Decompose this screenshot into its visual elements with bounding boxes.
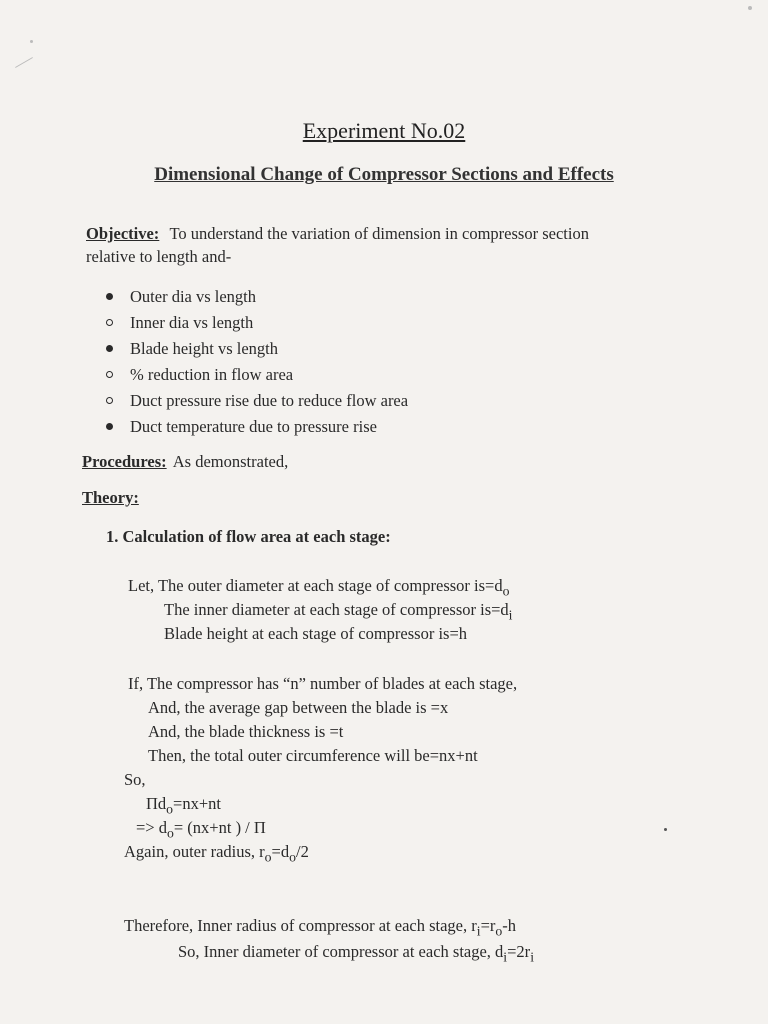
eq-part: =nx+nt [173,794,221,813]
if-line-4: Then, the total outer circumference will be=nx+nt [148,746,478,765]
bullet-dot [106,293,113,300]
if-line-3: And, the blade thickness is =t [148,722,344,741]
list-item [104,388,408,414]
if-line-1: If, The compressor has “n” number of blades at each stage, [128,674,518,693]
scan-mark [30,40,33,43]
eq-part: =d [271,842,290,861]
eq-part: = (nx+nt ) / Π [173,818,266,837]
list-item [104,336,408,362]
eq-part: Therefore, Inner radius of compressor at each stage, r [124,916,477,935]
equation-1 [146,794,221,817]
if-line-2: And, the average gap between the blade is =x [148,698,449,717]
subscript: o [264,849,272,865]
bullet-text: Duct temperature due to pressure rise [130,417,377,436]
eq-part: /2 [295,842,309,861]
subscript: i [530,949,535,965]
bullet-text: Duct pressure rise due to reduce flow area [130,391,409,410]
subscript: o [166,801,174,817]
document-subtitle: Dimensional Change of Compressor Sections and Effects [154,164,614,185]
list-item [104,310,408,336]
eq-part: -h [502,916,517,935]
scan-mark [748,6,752,10]
objective-line-2: relative to length and- [86,247,232,266]
section-1-heading: 1. Calculation of flow area at each stage: [106,527,391,546]
let-text-2: The inner diameter at each stage of compressor is=d [164,600,509,619]
bullet-text: Outer dia vs length [130,287,257,306]
scan-mark [664,828,667,831]
subscript: i [508,607,513,623]
list-item [104,284,408,310]
list-item [104,362,408,388]
subscript: o [495,923,503,939]
procedures-line [82,452,288,472]
procedures-label: Procedures: [82,452,167,471]
objective-text-1: To understand the variation of dimension in compressor section [169,224,589,243]
let-line-1 [128,576,510,599]
objective-label: Objective: [86,224,160,243]
bullet-dot [106,319,113,326]
objective-line-1 [86,224,589,244]
therefore-line [124,916,516,939]
eq-part: =2r [507,942,531,961]
let-line-3: Blade height at each stage of compressor is=h [164,624,468,643]
subscript: i [476,923,481,939]
inner-diameter-line [178,942,534,965]
bullet-dot [106,345,113,352]
eq-part: Πd [146,794,167,813]
subscript: o [289,849,296,865]
document-title: Experiment No.02 [302,118,466,143]
bullet-dot [106,397,113,404]
again-line [124,842,309,865]
let-text-1: Let, The outer diameter at each stage of compressor is=d [128,576,503,595]
bullet-text: % reduction in flow area [130,365,294,384]
procedures-text: As demonstrated, [172,452,289,471]
subscript: o [167,825,174,841]
theory-label: Theory: [82,488,139,507]
bullet-dot [106,371,113,378]
list-item [104,414,408,440]
objective-bullet-list [104,284,408,440]
so-line: So, [124,770,146,789]
scan-mark [15,57,33,68]
bullet-dot [106,423,113,430]
subscript: o [502,583,510,599]
eq-part: So, Inner diameter of compressor at each stage, d [178,942,504,961]
eq-part: =r [480,916,496,935]
equation-2 [136,818,266,841]
eq-part: => d [136,818,167,837]
bullet-text: Blade height vs length [130,339,279,358]
bullet-text: Inner dia vs length [130,313,254,332]
eq-part: Again, outer radius, r [124,842,265,861]
let-line-2 [164,600,513,623]
subscript: i [503,949,508,965]
